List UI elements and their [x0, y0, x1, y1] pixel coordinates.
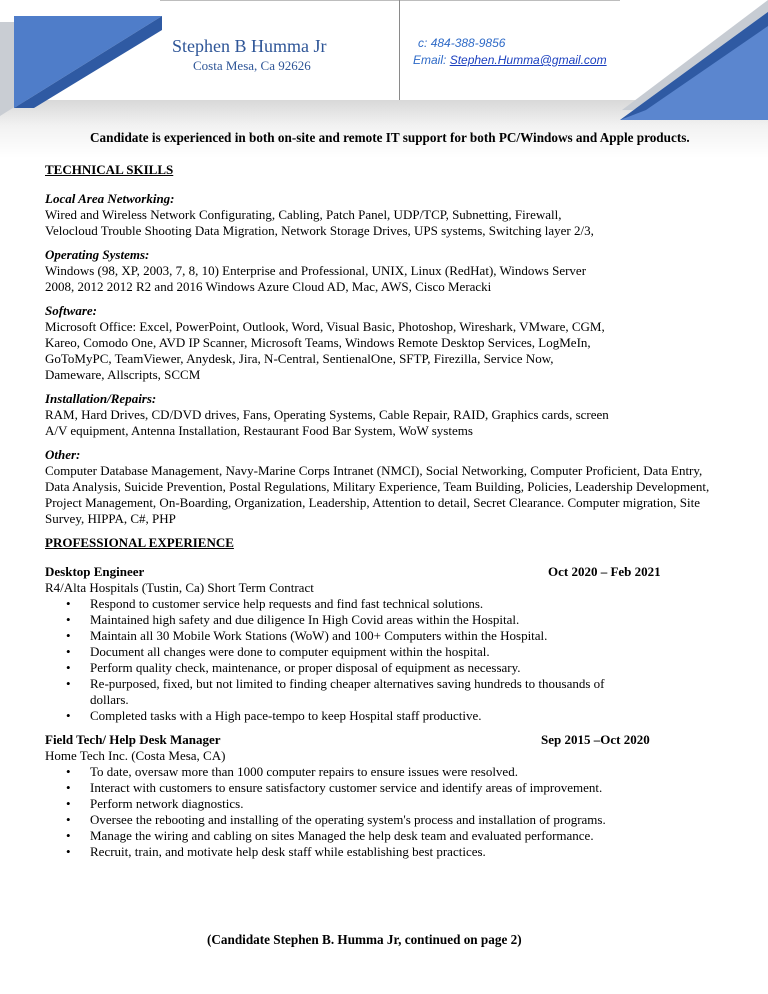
job-header [45, 564, 760, 580]
job-dates: Sep 2015 –Oct 2020 [541, 732, 650, 747]
job-dates: Oct 2020 – Feb 2021 [548, 564, 661, 579]
job-entry [45, 564, 760, 724]
technical-skills-heading: TECHNICAL SKILLS [45, 162, 174, 177]
job-header [45, 732, 760, 748]
job-bullets [45, 596, 645, 724]
phone-number: 484-388-9856 [430, 36, 506, 50]
resume-body [45, 162, 760, 868]
job-company: R4/Alta Hospitals (Tustin, Ca) Short Term Contract [45, 580, 314, 595]
skill-line: Microsoft Office: Excel, PowerPoint, Outlook, Word, Visual Basic, Photoshop, Wireshark, VMware, CGM, [45, 319, 605, 334]
email-link[interactable]: Stephen.Humma@gmail.com [449, 53, 607, 67]
skill-group-label: Installation/Repairs: [45, 391, 157, 406]
job-bullet: • Respond to customer service help requests and find fast technical solutions. [90, 596, 645, 612]
job-bullet: • To date, oversaw more than 1000 computer repairs to ensure issues were resolved. [90, 764, 760, 780]
skill-line: A/V equipment, Antenna Installation, Restaurant Food Bar System, WoW systems [45, 423, 473, 438]
phone-label: c: [418, 36, 428, 50]
header-top-line [160, 0, 620, 1]
job-company: Home Tech Inc. (Costa Mesa, CA) [45, 748, 226, 763]
skill-group [45, 247, 760, 295]
job-bullets [45, 764, 760, 860]
candidate-name: Stephen B Humma Jr [172, 36, 327, 56]
job-title: Field Tech/ Help Desk Manager [45, 732, 221, 747]
skill-line: Windows (98, XP, 2003, 7, 8, 10) Enterprise and Professional, UNIX, Linux (RedHat), Windows Server [45, 263, 587, 278]
skill-line: Project Management, On-Boarding, Organization, Leadership, Attention to detail, Secret Clearance. Computer migration, Site [45, 495, 700, 510]
job-bullet: • Completed tasks with a High pace-tempo to keep Hospital staff productive. [90, 708, 645, 724]
skill-group-label: Local Area Networking: [45, 191, 175, 206]
skill-group [45, 447, 760, 527]
skill-line: Wired and Wireless Network Configurating, Cabling, Patch Panel, UDP/TCP, Subnetting, Firewall, [45, 207, 562, 222]
skill-line: Kareo, Comodo One, AVD IP Scanner, Microsoft Teams, Windows Remote Desktop Services, LogMeIn, [45, 335, 591, 350]
continuation-note: (Candidate Stephen B. Humma Jr, continued on page 2) [207, 932, 522, 947]
skill-group-label: Software: [45, 303, 97, 318]
skills-list [45, 191, 760, 527]
skill-group [45, 391, 760, 439]
job-bullet: • Manage the wiring and cabling on sites Managed the help desk team and evaluated performance. [90, 828, 760, 844]
skill-group [45, 303, 760, 383]
job-bullet: • Maintain all 30 Mobile Work Stations (WoW) and 100+ Computers within the Hospital. [90, 628, 645, 644]
skill-line: RAM, Hard Drives, CD/DVD drives, Fans, Operating Systems, Cable Repair, RAID, Graphics cards, screen [45, 407, 609, 422]
skill-line: Computer Database Management, Navy-Marine Corps Intranet (NMCI), Social Networking, Computer Proficient, Data Entry, [45, 463, 703, 478]
job-title: Desktop Engineer [45, 564, 145, 579]
left-corner-graphic [0, 0, 162, 118]
right-corner-graphic [612, 0, 768, 122]
job-bullet: • Interact with customers to ensure satisfactory customer service and identify areas of improvement. [90, 780, 760, 796]
candidate-location: Costa Mesa, Ca 92626 [193, 58, 311, 73]
jobs-list [45, 564, 760, 860]
skill-group-label: Other: [45, 447, 81, 462]
email-label: Email: [413, 53, 447, 67]
summary-statement: Candidate is experienced in both on-site and remote IT support for both PC/Windows and Apple products. [90, 130, 690, 145]
phone-line [418, 36, 505, 50]
skill-line: 2008, 2012 2012 R2 and 2016 Windows Azure Cloud AD, Mac, AWS, Cisco Meracki [45, 279, 492, 294]
job-bullet: • Recruit, train, and motivate help desk staff while establishing best practices. [90, 844, 760, 860]
job-bullet: • Document all changes were done to computer equipment within the hospital. [90, 644, 645, 660]
job-bullet: • Maintained high safety and due diligence In High Covid areas within the Hospital. [90, 612, 645, 628]
skill-line: Velocloud Trouble Shooting Data Migration, Network Storage Drives, UPS systems, Switching layer 2/3, [45, 223, 594, 238]
email-line [413, 53, 607, 67]
skill-group-label: Operating Systems: [45, 247, 150, 262]
job-entry [45, 732, 760, 860]
experience-heading: PROFESSIONAL EXPERIENCE [45, 535, 234, 550]
job-bullet: • Perform quality check, maintenance, or proper disposal of equipment as necessary. [90, 660, 645, 676]
skill-group [45, 191, 760, 239]
job-bullet: • Oversee the rebooting and installing of the operating system's process and installation of programs. [90, 812, 760, 828]
job-bullet: • Re-purposed, fixed, but not limited to finding cheaper alternatives saving hundreds to thousands of dollars. [90, 676, 645, 708]
header-divider [399, 0, 400, 100]
skill-line: Survey, HIPPA, C#, PHP [45, 511, 176, 526]
skill-line: Dameware, Allscripts, SCCM [45, 367, 201, 382]
skill-line: GoToMyPC, TeamViewer, Anydesk, Jira, N-Central, SentienalOne, SFTP, Firezilla, Service Now, [45, 351, 554, 366]
job-bullet: • Perform network diagnostics. [90, 796, 760, 812]
skill-line: Data Analysis, Suicide Prevention, Postal Regulations, Military Experience, Team Building, Policies, Leadership Development, [45, 479, 710, 494]
